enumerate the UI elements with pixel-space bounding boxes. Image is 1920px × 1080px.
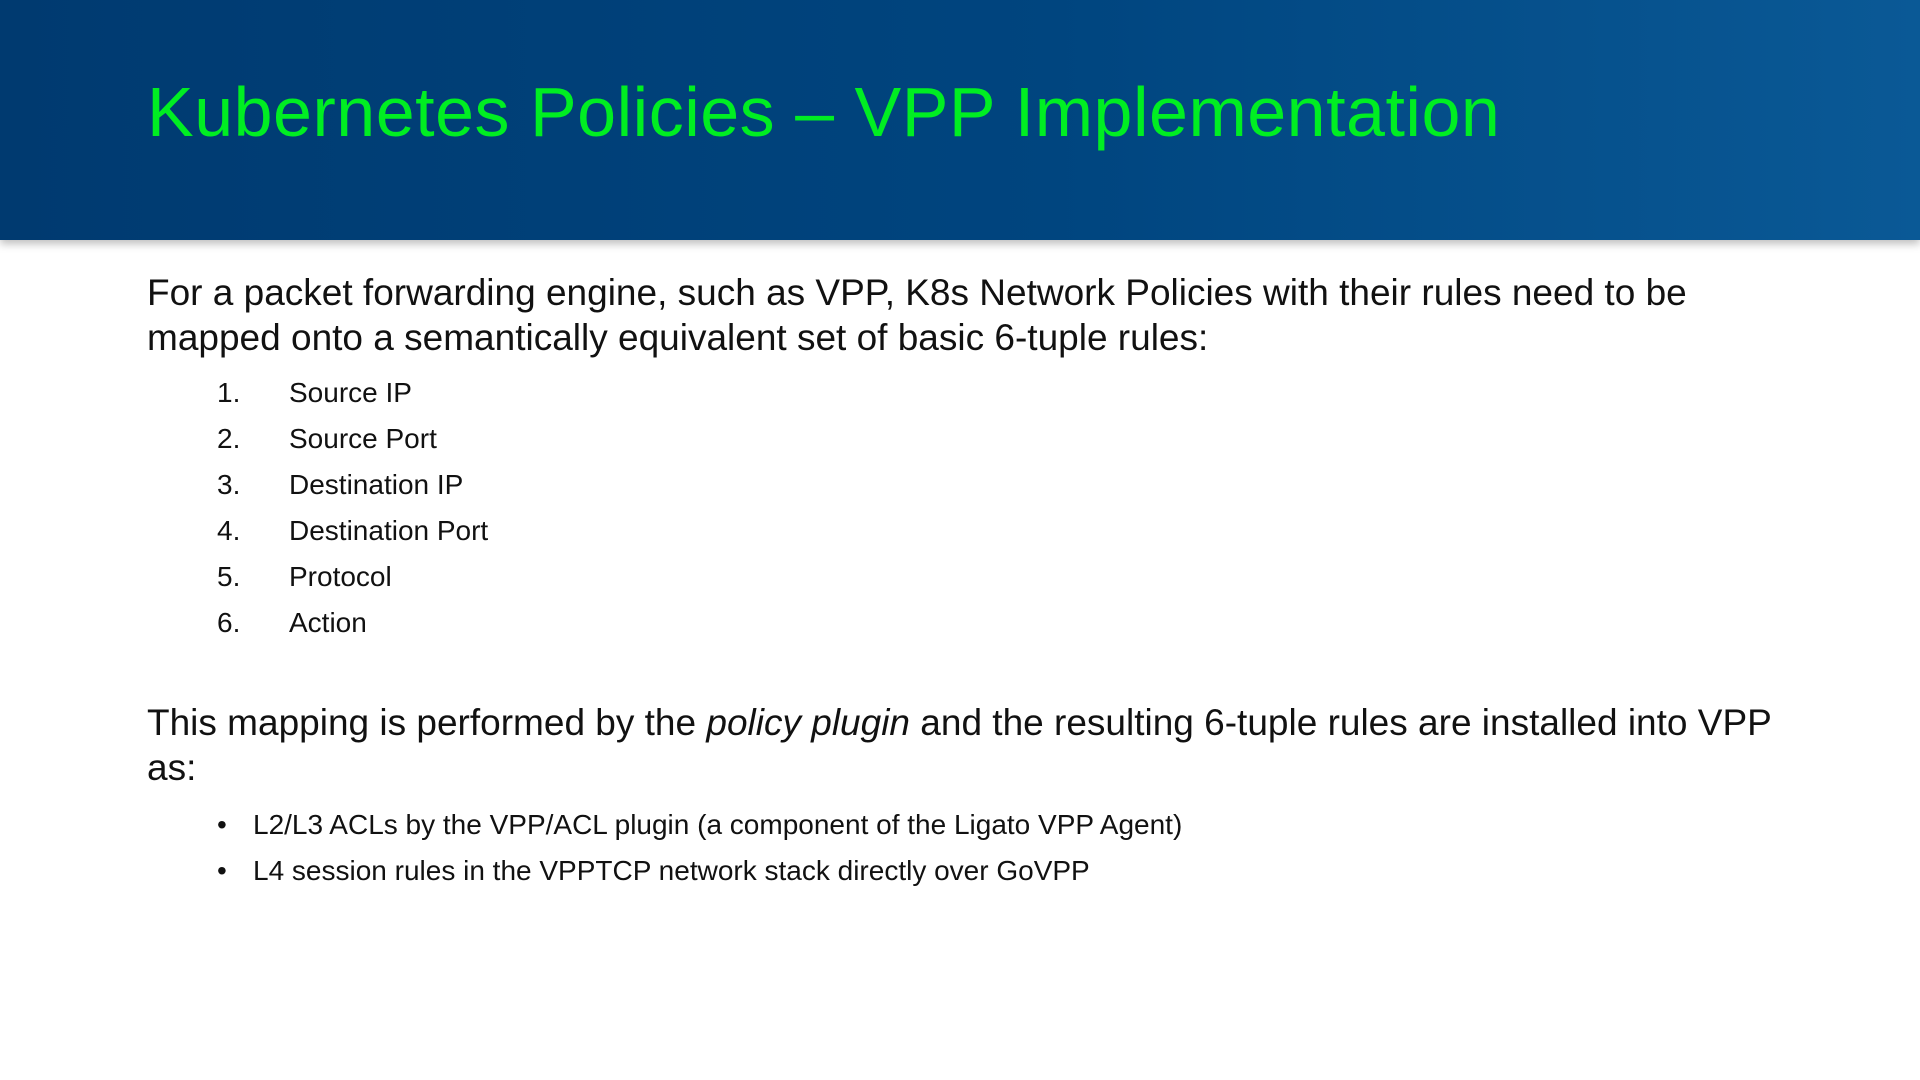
list-item-text: L2/L3 ACLs by the VPP/ACL plugin (a component of the Ligato VPP Agent) <box>253 809 1183 840</box>
list-item <box>147 508 1807 554</box>
list-item <box>147 462 1807 508</box>
mapping-text-after: and the resulting 6-tuple rules are installed into VPP as: <box>147 702 1772 788</box>
list-item-number: 1. <box>217 377 241 408</box>
mapping-paragraph <box>147 700 1807 790</box>
list-item-label: Protocol <box>289 561 392 592</box>
tuple-list <box>147 370 1807 646</box>
bullet-icon: • <box>217 809 227 840</box>
install-list <box>147 802 1807 894</box>
list-item-label: Source Port <box>289 423 437 454</box>
list-item <box>147 848 1807 894</box>
list-item-number: 3. <box>217 469 241 500</box>
slide-title: Kubernetes Policies – VPP Implementation <box>147 73 1501 151</box>
list-item <box>147 802 1807 848</box>
mapping-text-before: This mapping is performed by the <box>147 702 707 743</box>
list-item-label: Destination Port <box>289 515 489 546</box>
list-item-label: Destination IP <box>289 469 464 500</box>
list-item-number: 4. <box>217 515 241 546</box>
list-item <box>147 370 1807 416</box>
list-item-label: Action <box>289 607 367 638</box>
slide-body <box>147 270 1807 894</box>
list-item-number: 2. <box>217 423 241 454</box>
list-item-text: L4 session rules in the VPPTCP network stack directly over GoVPP <box>253 855 1090 886</box>
list-item <box>147 416 1807 462</box>
list-item <box>147 600 1807 646</box>
list-item-number: 6. <box>217 607 241 638</box>
bullet-icon: • <box>217 855 227 886</box>
list-item-number: 5. <box>217 561 241 592</box>
mapping-emphasis: policy plugin <box>706 702 911 743</box>
title-band <box>0 0 1920 240</box>
list-item <box>147 554 1807 600</box>
intro-paragraph: For a packet forwarding engine, such as VPP, K8s Network Policies with their rules need to be mapped onto a semantically equivalent set of basic 6-tuple rules: <box>147 272 1687 358</box>
list-item-label: Source IP <box>289 377 412 408</box>
